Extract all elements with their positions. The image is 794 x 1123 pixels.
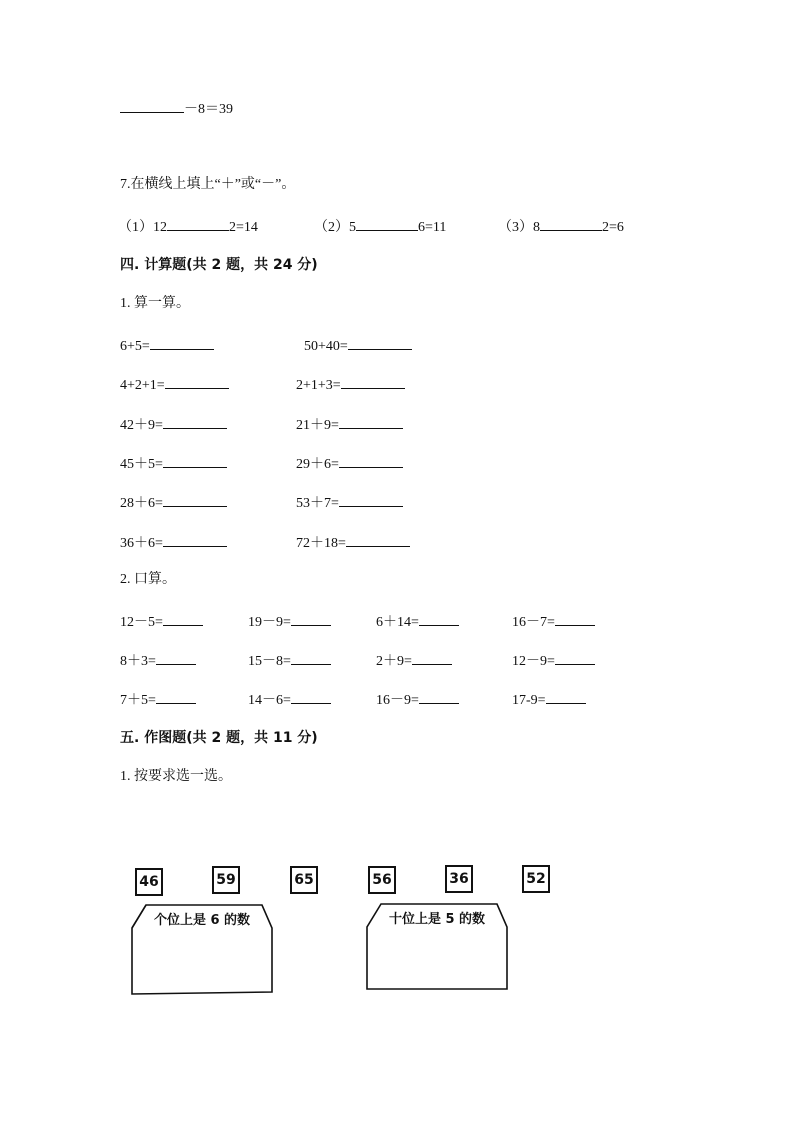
oral-expression: 19－9= [248,615,291,630]
oral-item [120,650,196,671]
calc-item [296,453,403,474]
oral-expression: 16－7= [512,615,555,630]
answer-blank[interactable] [163,414,227,429]
answer-blank[interactable] [156,689,196,704]
calc-item [120,374,229,395]
answer-blank[interactable] [291,611,331,626]
s4-q1-title: 1. 算一算。 [120,296,190,311]
calc-item [120,492,227,513]
oral-expression: 2＋9= [376,654,412,669]
calc-item [296,414,403,435]
answer-blank[interactable] [419,611,459,626]
calc-item [120,453,227,474]
oral-item [120,689,196,710]
oral-expression: 16－9= [376,693,419,708]
number-card[interactable]: 46 [135,868,163,896]
q7-title: 7.在横线上填上“＋”或“－”。 [120,177,296,192]
oral-item [512,650,595,671]
answer-blank[interactable] [341,374,405,389]
q7-item-1 [118,216,258,237]
calc-expression: 29＋6= [296,457,339,472]
oral-item [512,689,586,710]
calc-expression: 28＋6= [120,496,163,511]
sort-box-units-6[interactable] [130,904,274,996]
calc-item [304,335,412,356]
oral-expression: 12－5= [120,615,163,630]
answer-blank[interactable] [412,650,452,665]
oral-item [248,689,331,710]
answer-blank[interactable] [546,689,586,704]
calc-expression: 6+5= [120,339,150,354]
oral-item [376,650,452,671]
oral-item [376,611,459,632]
q7-item-prefix: （2）5 [314,220,356,235]
s4-q2-title: 2. 口算。 [120,572,176,587]
answer-blank[interactable] [356,216,418,231]
answer-blank[interactable] [346,532,410,547]
oral-expression: 15－8= [248,654,291,669]
answer-blank[interactable] [165,374,229,389]
number-card[interactable]: 36 [445,865,473,893]
calc-expression: 36＋6= [120,536,163,551]
q7-item-suffix: 2=6 [602,220,624,235]
oral-expression: 12－9= [512,654,555,669]
answer-blank[interactable] [419,689,459,704]
number-card[interactable]: 59 [212,866,240,894]
calc-item [120,335,214,356]
calc-expression: 50+40= [304,339,348,354]
oral-item [376,689,459,710]
calc-item [296,374,405,395]
answer-blank[interactable] [555,650,595,665]
answer-blank[interactable] [291,650,331,665]
sort-box-tens-5[interactable] [365,903,509,995]
calc-item [296,532,410,553]
oral-expression: 6＋14= [376,615,419,630]
oral-item [120,611,203,632]
calc-expression: 21＋9= [296,418,339,433]
calc-item [296,492,403,513]
oral-expression: 14－6= [248,693,291,708]
answer-blank[interactable] [163,453,227,468]
calc-item [120,414,227,435]
answer-blank[interactable] [555,611,595,626]
answer-blank[interactable] [540,216,602,231]
q7-item-suffix: 6=11 [418,220,447,235]
number-card[interactable]: 65 [290,866,318,894]
oral-item [512,611,595,632]
answer-blank[interactable] [339,414,403,429]
calc-expression: 72＋18= [296,536,346,551]
s5-q1-title: 1. 按要求选一选。 [120,769,232,784]
oral-expression: 17-9= [512,693,546,708]
calc-expression: 53＋7= [296,496,339,511]
calc-expression: 45＋5= [120,457,163,472]
q6-equation-text: －8＝39 [184,102,233,117]
oral-expression: 8＋3= [120,654,156,669]
oral-expression: 7＋5= [120,693,156,708]
q6-equation [120,98,233,119]
q7-item-prefix: （3）8 [498,220,540,235]
sort-box-label: 个位上是 6 的数 [153,913,251,928]
calc-item [120,532,227,553]
answer-blank[interactable] [150,335,214,350]
sort-box-label: 十位上是 5 的数 [388,912,486,927]
q7-item-prefix: （1）12 [118,220,167,235]
calc-expression: 4+2+1= [120,378,165,393]
oral-item [248,611,331,632]
q7-item-2 [314,216,446,237]
q7-item-suffix: 2=14 [229,220,258,235]
section5-heading: 五. 作图题(共 2 题，共 11 分) [120,730,318,746]
answer-blank[interactable] [156,650,196,665]
answer-blank[interactable] [339,492,403,507]
answer-blank[interactable] [167,216,229,231]
answer-blank[interactable] [348,335,412,350]
answer-blank[interactable] [163,611,203,626]
q7-item-3 [498,216,624,237]
answer-blank[interactable] [163,492,227,507]
number-card[interactable]: 52 [522,865,550,893]
answer-blank[interactable] [163,532,227,547]
answer-blank[interactable] [120,98,184,113]
calc-expression: 42＋9= [120,418,163,433]
answer-blank[interactable] [291,689,331,704]
answer-blank[interactable] [339,453,403,468]
calc-expression: 2+1+3= [296,378,341,393]
section4-heading: 四. 计算题(共 2 题，共 24 分) [120,257,318,273]
number-card[interactable]: 56 [368,866,396,894]
oral-item [248,650,331,671]
